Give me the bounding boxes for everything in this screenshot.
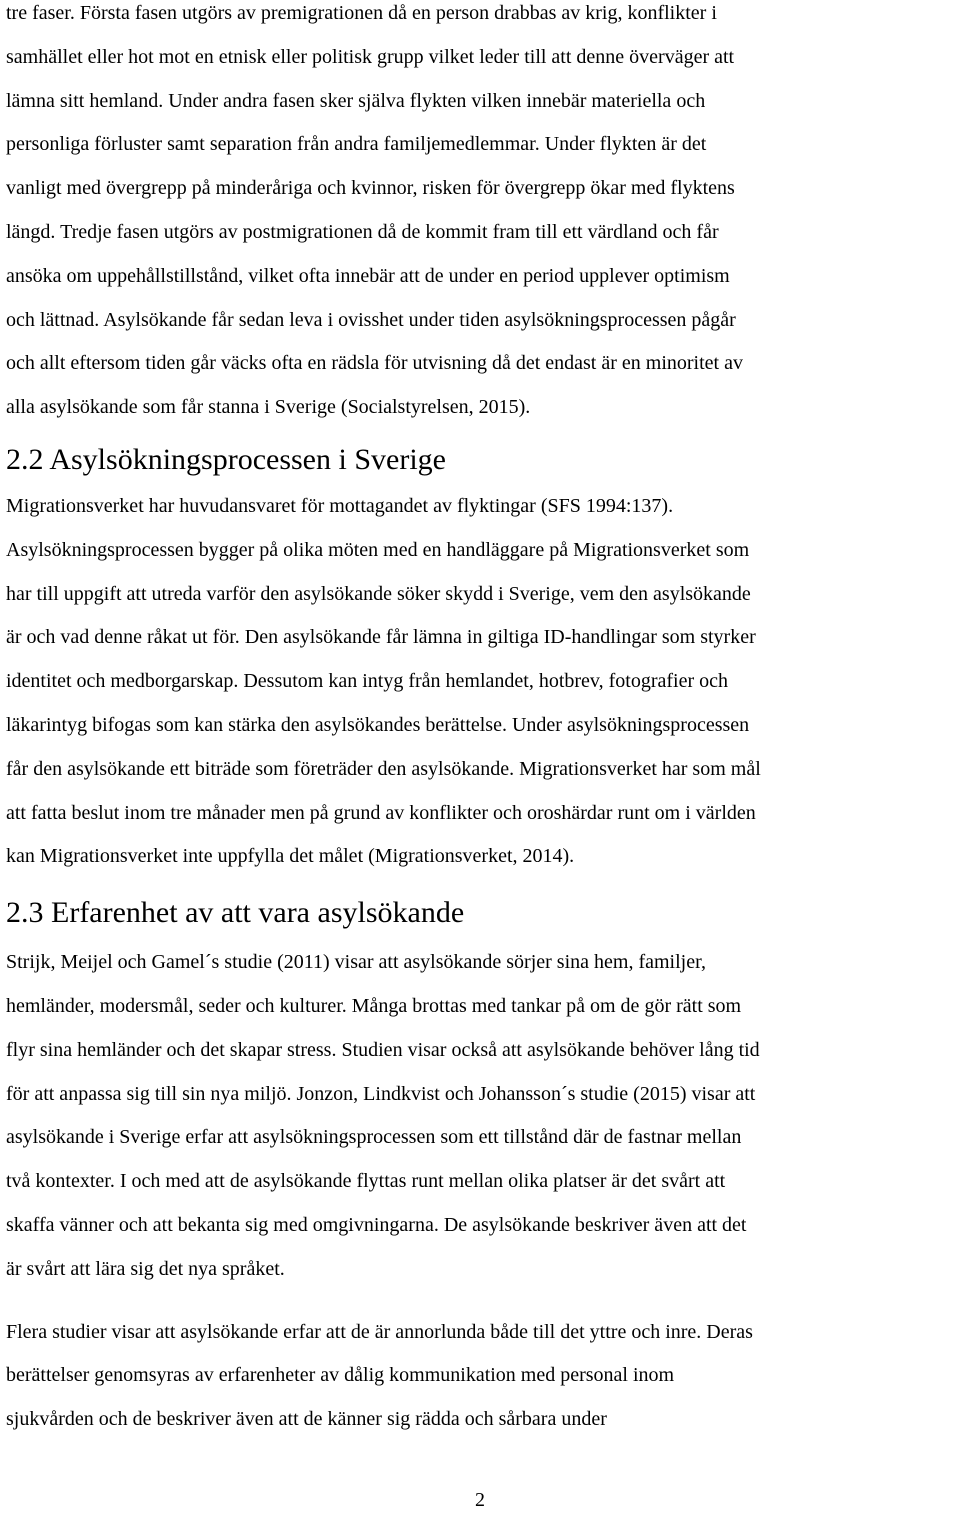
- text-line: kan Migrationsverket inte uppfylla det målet (Migrationsverket, 2014).: [6, 845, 575, 868]
- paragraph-otherness: [6, 1311, 956, 1442]
- text-line: Asylsökningsprocessen bygger på olika möten med en handläggare på Migrationsverket som: [6, 538, 750, 561]
- text-line: asylsökande i Sverige erfar att asylsökningsprocessen som ett tillstånd där de fastnar mellan: [6, 1126, 742, 1149]
- paragraph-migration-phases: [6, 0, 956, 430]
- paragraph-asylum-process: [6, 485, 956, 879]
- page-number: 2: [475, 1489, 485, 1511]
- text-line: lämna sitt hemland. Under andra fasen sker själva flykten vilken innebär materiella och: [6, 89, 706, 112]
- text-line: berättelser genomsyras av erfarenheter av dålig kommunikation med personal inom: [6, 1364, 675, 1387]
- text-line: personliga förluster samt separation från andra familjemedlemmar. Under flykten är det: [6, 133, 707, 156]
- paragraph-asylum-experience: [6, 941, 956, 1291]
- text-line: vanligt med övergrepp på minderåriga och kvinnor, risken för övergrepp ökar med flyktens: [6, 177, 735, 200]
- text-line: hemländer, modersmål, seder och kulturer. Många brottas med tankar på om de gör rätt som: [6, 994, 742, 1017]
- text-line: skaffa vänner och att bekanta sig med omgivningarna. De asylsökande beskriver även att det: [6, 1213, 747, 1236]
- text-line: samhället eller hot mot en etnisk eller politisk grupp vilket leder till att denne överväger att: [6, 45, 735, 68]
- text-line: två kontexter. I och med att de asylsökande flyttas runt mellan olika platser är det svårt att: [6, 1170, 726, 1193]
- text-line: Flera studier visar att asylsökande erfar att de är annorlunda både till det yttre och inre. Deras: [6, 1320, 753, 1343]
- text-line: ansöka om uppehållstillstånd, vilket ofta innebär att de under en period upplever optimism: [6, 264, 730, 287]
- text-line: läkarintyg bifogas som kan stärka den asylsökandes berättelse. Under asylsökningsprocessen: [6, 713, 750, 736]
- text-line: längd. Tredje fasen utgörs av postmigrationen då de kommit fram till ett värdland och får: [6, 220, 719, 243]
- section-heading-asylum-experience: 2.3 Erfarenhet av att vara asylsökande: [6, 896, 465, 930]
- text-line: är svårt att lära sig det nya språket.: [6, 1257, 285, 1280]
- text-line: och lättnad. Asylsökande får sedan leva i ovisshet under tiden asylsökningsprocessen pågår: [6, 308, 736, 331]
- text-line: sjukvården och de beskriver även att de känner sig rädda och sårbara under: [6, 1408, 607, 1431]
- text-line: är och vad denne råkat ut för. Den asylsökande får lämna in giltiga ID-handlingar som styrker: [6, 626, 756, 649]
- text-line: att fatta beslut inom tre månader men på grund av konflikter och oroshärdar runt om i världen: [6, 801, 756, 824]
- text-line: har till uppgift att utreda varför den asylsökande söker skydd i Sverige, vem den asylsökande: [6, 582, 751, 605]
- text-line: flyr sina hemländer och det skapar stress. Studien visar också att asylsökande behöver lång tid: [6, 1038, 760, 1061]
- text-line: Strijk, Meijel och Gamel´s studie (2011) visar att asylsökande sörjer sina hem, familjer,: [6, 951, 706, 974]
- text-line: identitet och medborgarskap. Dessutom kan intyg från hemlandet, hotbrev, fotografier och: [6, 670, 729, 693]
- paragraph-spacer: [6, 1292, 956, 1311]
- text-line: Migrationsverket har huvudansvaret för mottagandet av flyktingar (SFS 1994:137).: [6, 494, 674, 517]
- text-line: får den asylsökande ett biträde som företräder den asylsökande. Migrationsverket har som mål: [6, 757, 761, 780]
- text-line: tre faser. Första fasen utgörs av premigrationen då en person drabbas av krig, konflikter i: [6, 2, 717, 24]
- section-heading-asylum-process: 2.2 Asylsökningsprocessen i Sverige: [6, 442, 446, 476]
- text-line: alla asylsökande som får stanna i Sverige (Socialstyrelsen, 2015).: [6, 396, 531, 419]
- text-line: och allt eftersom tiden går väcks ofta en rädsla för utvisning då det endast är en minoritet av: [6, 352, 743, 375]
- text-line: för att anpassa sig till sin nya miljö. Jonzon, Lindkvist och Johansson´s studie (2015) visar att: [6, 1082, 756, 1105]
- document-page: [6, 0, 956, 1442]
